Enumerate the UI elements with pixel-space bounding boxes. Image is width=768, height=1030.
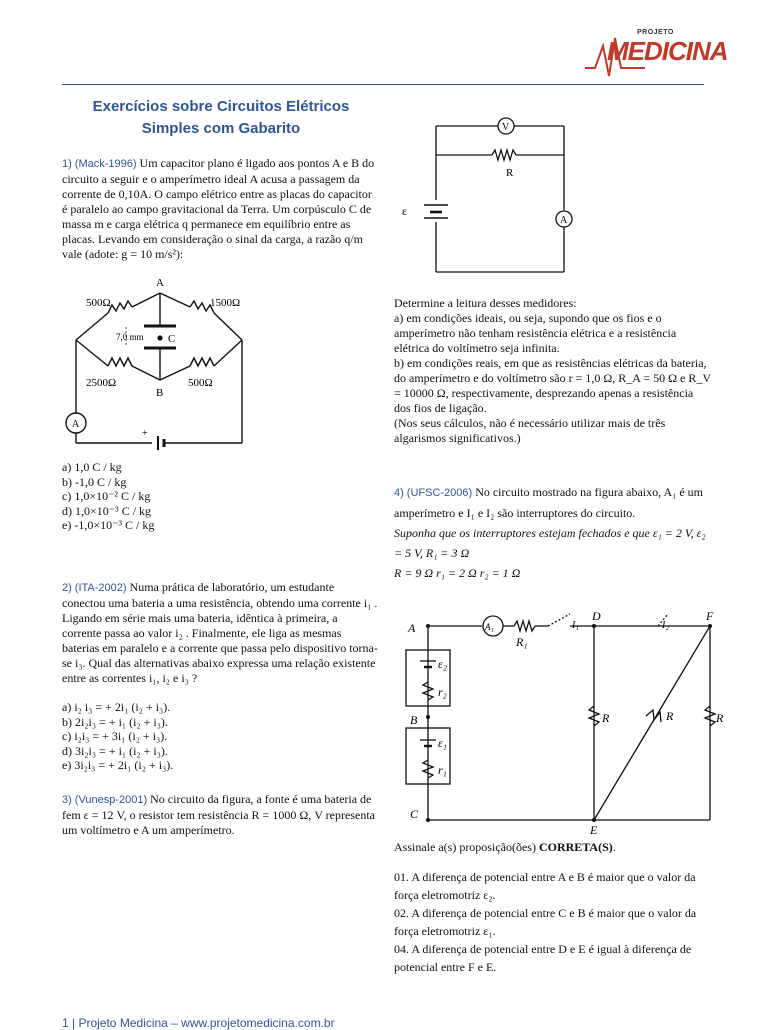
header-rule [62, 84, 704, 85]
battery-plus: + [142, 428, 148, 439]
node-c: C [410, 807, 419, 821]
ammeter-label: A [560, 215, 568, 226]
paragraph: a) em condições ideais, ou seja, supondo que os fios e o amperímetro não tenham resistência elétrica e a resistência elétrica do voltímetro seja infinita. [394, 311, 677, 355]
option: e) 3i₂i₃ = + 2i₁ (i₂ + i₃). [62, 758, 174, 772]
label-c: C [168, 333, 176, 345]
question-text-2: Suponha que os interruptores estejam fechados e que ε₁ = 2 V, ε₂ = 5 V, R₁ = 3 Ω [394, 526, 706, 560]
instruction-bold: CORRETA(S) [538, 840, 613, 854]
question-text: Numa prática de laboratório, um estudante conectou uma bateria a uma resistência, obtendo uma corrente i₁ . Ligando em série mais uma bateria, idêntica à primeira, a corrente passa ao valor i₂ . Finalmente, ele liga as mesmas baterias em paralelo e a corrente que passa pelo dispositivo torna-se i₃. Qual das alternativas abaixo expressa uma relação existente entre as correntes i₁, i₂ e i₃ ? [62, 580, 378, 685]
label-b: B [156, 387, 164, 399]
switch-i2-label: I₂ [662, 620, 669, 631]
ammeter-label: A [72, 419, 80, 430]
particle-c [157, 335, 162, 340]
q1-circuit-figure [62, 278, 262, 453]
resistor-r-right: R [716, 711, 724, 725]
option: e) -1,0×10⁻³ C / kg [62, 518, 155, 532]
node-d: D [592, 609, 601, 623]
proposition: 02. A diferença de potencial entre C e B é maior que o valor da força eletromotriz ε₁. [394, 906, 697, 938]
question-number: 3) [62, 794, 72, 806]
option: c) 1,0×10⁻² C / kg [62, 489, 151, 503]
q4-propositions [394, 868, 712, 976]
page-title [62, 96, 380, 140]
option: d) 3i₂i₃ = + i₁ (i₂ + i₃). [62, 743, 168, 758]
q4-instruction [394, 840, 712, 855]
title-line-2: Simples com Gabarito [141, 120, 301, 137]
option: d) 1,0×10⁻³ C / kg [62, 503, 152, 518]
question-source: (Mack-1996) [74, 158, 137, 170]
resistor-1500: 1500Ω [210, 297, 241, 309]
logo [585, 28, 728, 78]
resistor-500-bottom: 500Ω [188, 377, 213, 389]
r1-internal-label: r₁ [438, 763, 447, 777]
ammeter-a1-label: A₁ [485, 622, 494, 632]
voltmeter-label: V [502, 122, 510, 133]
resistor-2500: 2500Ω [86, 377, 117, 389]
node-e: E [590, 823, 598, 836]
instruction-text: Assinale a(s) proposição(ões) [394, 840, 539, 854]
proposition: 01. A diferença de potencial entre A e B é maior que o valor da força eletromotriz ε₂. [394, 870, 696, 902]
node-f: F [706, 609, 714, 623]
q2-options [62, 700, 362, 773]
option: a) 1,0 C / kg [62, 460, 122, 474]
footer-text: 1 | Projeto Medicina – www.projetomedicina.com.br [62, 1016, 335, 1030]
option: b) -1,0 C / kg [62, 474, 127, 489]
title-line-1: Exercícios sobre Circuitos Elétricos [92, 98, 350, 115]
question-number: 4) [394, 487, 404, 499]
r2-label: r₂ [438, 685, 447, 699]
question-source: (UFSC-2006) [406, 487, 473, 499]
question-text-3: R = 9 Ω r₁ = 2 Ω r₂ = 1 Ω [394, 566, 521, 580]
emf-2-label: ε₂ [438, 657, 447, 671]
question-source: (ITA-2002) [74, 582, 127, 594]
paragraph: b) em condições reais, em que as resistências elétricas da bateria, do amperímetro e do voltímetro são r = 1,0 Ω, R_A = 50 Ω e R_V = 10000 Ω, respectivamente, desprezando apenas a resistência dos fios de ligação. [394, 356, 711, 415]
paragraph: Determine a leitura desses medidores: [394, 296, 577, 310]
emf-label: ε [402, 204, 408, 218]
question-4 [394, 482, 712, 583]
question-text: No circuito mostrado na figura abaixo, A₁ é um amperímetro e I₁ e I₂ são interruptores do circuito. [394, 485, 703, 520]
switch-i1-label: I₁ [572, 620, 579, 631]
question-number: 1) [62, 158, 72, 170]
label-a: A [156, 278, 164, 289]
instruction-suffix: . [612, 840, 616, 854]
question-3 [62, 792, 378, 838]
resistor-r-left: R [602, 711, 610, 725]
paragraph: (Nos seus cálculos, não é necessário utilizar mais de três algarismos significativos.) [394, 416, 666, 445]
option: a) i₂ i₃ = + 2i₁ (i₂ + i₃). [62, 700, 171, 714]
question-1 [62, 156, 378, 262]
emf-1-label: ε₁ [438, 736, 447, 750]
logo-medicina-text: MEDICINA [607, 36, 728, 66]
resistor-r-diag: R [666, 709, 674, 723]
question-2 [62, 580, 378, 686]
question-text: Um capacitor plano é ligado aos pontos A e B do circuito a seguir e o amperímetro ideal A acusa a passagem da corrente de 0,10A. O campo elétrico entre as placas do capacitor é paralelo ao campo gravitacional da Terra. Um corpúsculo C de massa m e carga elétrica q permanece em equilíbrio entre as placas. Levando em consideração o sinal da carga, a razão q/m vale (adote: g = 10 m/s²): [62, 156, 375, 261]
gap-label: 7,0 mm [116, 332, 144, 342]
question-number: 2) [62, 582, 72, 594]
option: c) i₂i₃ = + 3i₁ (i₂ + i₃). [62, 729, 168, 743]
q4-circuit-figure [398, 606, 738, 836]
option: b) 2i₂i₃ = + i₁ (i₂ + i₃). [62, 714, 168, 729]
resistor-r1-label: R₁ [516, 635, 528, 649]
q1-options [62, 460, 362, 533]
question-source: (Vunesp-2001) [74, 794, 148, 806]
proposition: 04. A diferença de potencial entre D e E é igual à diferença de potencial entre F e E. [394, 942, 692, 974]
logo-projeto-text: PROJETO [637, 29, 674, 36]
footer [62, 1016, 712, 1030]
q3-continuation [394, 296, 712, 446]
resistor-500-top: 500Ω [86, 297, 111, 309]
node-b: B [410, 713, 418, 727]
q3-circuit-figure [396, 112, 576, 282]
question-text: No circuito da figura, a fonte é uma bateria de fem ε = 12 V, o resistor tem resistência R = 1000 Ω, V representa um voltímetro e A um amperímetro. [62, 792, 375, 837]
resistor-label: R [506, 167, 514, 179]
node-a: A [408, 621, 416, 635]
